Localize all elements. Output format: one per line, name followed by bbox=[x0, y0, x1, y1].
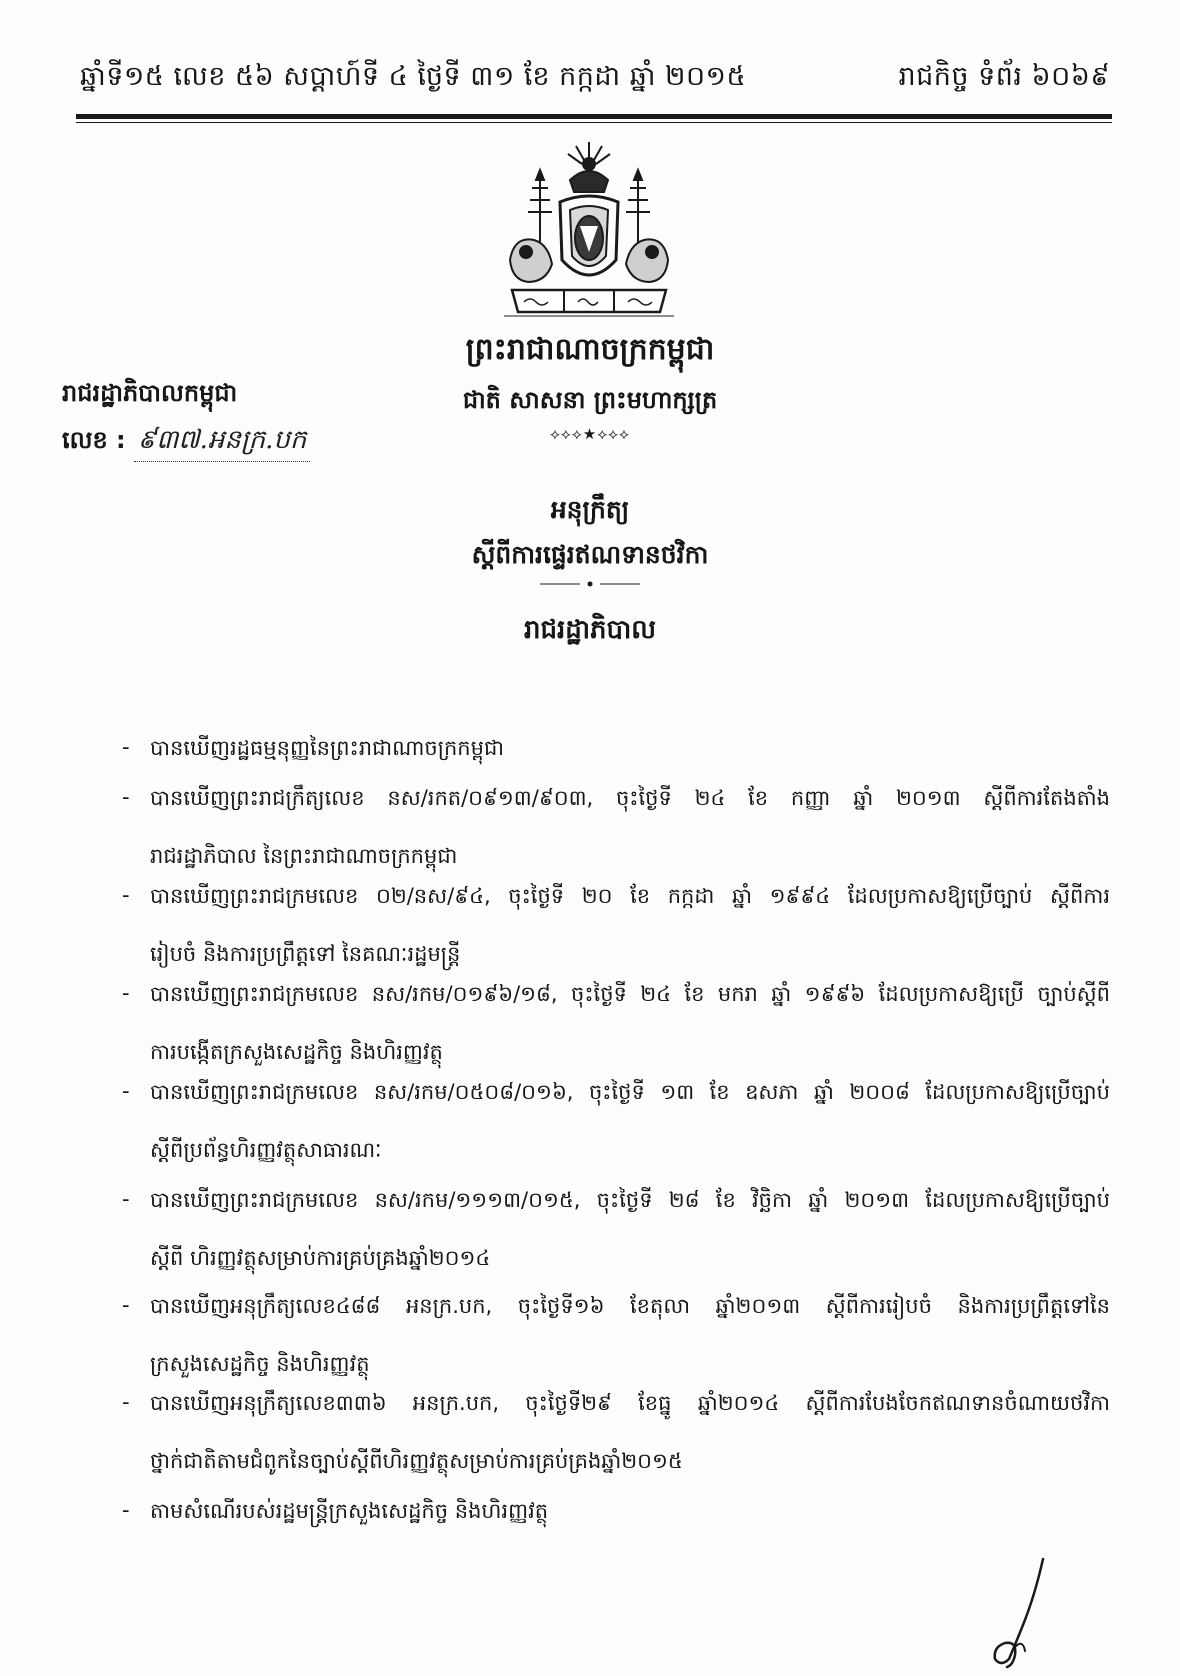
reference-label: លេខ : bbox=[62, 426, 126, 454]
gazette-header bbox=[80, 60, 1110, 99]
reference-line bbox=[62, 423, 310, 462]
issuing-body: រាជរដ្ឋាភិបាលកម្ពុជា bbox=[62, 379, 238, 407]
initial-signature bbox=[985, 1555, 1055, 1670]
recital-line: បានឃើញព្រះរាជក្រឹត្យលេខ នស/រកត/០៩១៣/៩០៣, ចុះថ្ងៃទី ២៤ ខែ កញ្ញា ឆ្នាំ ២០១៣ ស្តីពីការតែងតាំង bbox=[150, 786, 1110, 810]
subject-divider bbox=[540, 580, 640, 588]
recital-bullet: - bbox=[122, 785, 130, 809]
gazette-issue-info: ឆ្នាំទី១៥ លេខ ៥៦ សប្តាហ៍ទី ៤ ថ្ងៃទី ៣១ ខែ កក្កដា ឆ្នាំ ២០១៥ bbox=[80, 61, 747, 92]
recital-line: ស្តីពី ហិរញ្ញវត្ថុសម្រាប់ការគ្រប់គ្រងឆ្នាំ២០១៤ bbox=[150, 1246, 491, 1270]
recital-bullet: - bbox=[122, 1293, 130, 1317]
national-motto: ជាតិ សាសនា ព្រះមហាក្សត្រ bbox=[462, 386, 718, 414]
recital-line: បានឃើញអនុក្រឹត្យលេខ៣៣៦ អនក្រ.បក, ចុះថ្ងៃទី២៩ ខែធ្នូ ឆ្នាំ២០១៤ ស្តីពីការបែងចែកឥណទានចំណាយថវិកា bbox=[150, 1391, 1110, 1415]
recital-line: ថ្នាក់ជាតិតាមជំពូកនៃច្បាប់ស្តីពីហិរញ្ញវត្ថុសម្រាប់ការគ្រប់គ្រងឆ្នាំ២០១៥ bbox=[150, 1449, 683, 1473]
header-rule-thin bbox=[76, 122, 1112, 123]
kingdom-title: ព្រះរាជាណាចក្រកម្ពុជា bbox=[465, 332, 715, 367]
recital-bullet: - bbox=[122, 883, 130, 907]
recital-item bbox=[122, 1390, 1112, 1506]
royal-arms-emblem bbox=[500, 140, 678, 322]
recital-item bbox=[122, 1498, 1112, 1556]
motto-ornament: ⟡⟡⟡★⟡⟡⟡ bbox=[550, 425, 630, 443]
recital-bullet: - bbox=[122, 981, 130, 1005]
recital-bullet: - bbox=[122, 735, 130, 759]
recital-bullet: - bbox=[122, 1187, 130, 1211]
recital-line: បានឃើញព្រះរាជក្រមលេខ នស/រកម/១១១៣/០១៥, ចុះថ្ងៃទី ២៨ ខែ វិច្ឆិកា ឆ្នាំ ២០១៣ ដែលប្រកាសឱ្យប្រើច្បាប់ bbox=[150, 1188, 1110, 1212]
recital-line: ការបង្កើតក្រសួងសេដ្ឋកិច្ច និងហិរញ្ញវត្ថុ bbox=[150, 1040, 443, 1064]
recital-bullet: - bbox=[122, 1498, 130, 1522]
recital-line: ក្រសួងសេដ្ឋកិច្ច និងហិរញ្ញវត្ថុ bbox=[150, 1352, 370, 1376]
recital-line: បានឃើញព្រះរាជក្រមលេខ នស/រកម/០១៩៦/១៨, ចុះថ្ងៃទី ២៤ ខែ មករា ឆ្នាំ ១៩៩៦ ដែលប្រកាសឱ្យប្រើ ច្បាប់ស្តីពី bbox=[150, 982, 1110, 1006]
recital-line: រៀបចំ និងការប្រព្រឹត្តទៅ នៃគណៈរដ្ឋមន្ត្រី bbox=[150, 942, 461, 966]
recital-bullet: - bbox=[122, 1390, 130, 1414]
recital-line: រាជរដ្ឋាភិបាល នៃព្រះរាជាណាចក្រកម្ពុជា bbox=[150, 844, 458, 868]
recital-item bbox=[122, 1187, 1112, 1303]
gazette-page-number: រាជកិច្ច ទំព័រ ៦០៦៩ bbox=[898, 61, 1110, 92]
recital-item bbox=[122, 1079, 1112, 1195]
document-subject: ស្តីពីការផ្ទេរឥណទានថវិកា bbox=[471, 540, 709, 569]
recital-line: ស្តីពីប្រព័ន្ធហិរញ្ញវត្ថុសាធារណៈ bbox=[150, 1138, 382, 1162]
issuing-authority-heading: រាជរដ្ឋាភិបាល bbox=[523, 615, 657, 645]
recital-line: បានឃើញព្រះរាជក្រមលេខ ០២/នស/៩៤, ចុះថ្ងៃទី ២០ ខែ កក្កដា ឆ្នាំ ១៩៩៤ ដែលប្រកាសឱ្យប្រើច្បាប់ ស្តីពីការ bbox=[150, 884, 1110, 908]
header-rule-thick bbox=[76, 114, 1112, 119]
recital-line: តាមសំណើរបស់រដ្ឋមន្ត្រីក្រសួងសេដ្ឋកិច្ច និងហិរញ្ញវត្ថុ bbox=[150, 1499, 549, 1523]
reference-number: ៩៣៧.អនក្រ.បក bbox=[134, 423, 311, 462]
recital-bullet: - bbox=[122, 1079, 130, 1103]
recital-line: បានឃើញអនុក្រឹត្យលេខ៤៨៨ អនក្រ.បក, ចុះថ្ងៃទី១៦ ខែតុលា ឆ្នាំ២០១៣ ស្តីពីការរៀបចំ និងការប្រព្រឹត្តទៅនៃ bbox=[150, 1294, 1110, 1318]
recital-line: បានឃើញរដ្ឋធម្មនុញ្ញនៃព្រះរាជាណាចក្រកម្ពុជា bbox=[150, 736, 504, 760]
document-type: អនុក្រឹត្យ bbox=[550, 495, 630, 524]
recital-line: បានឃើញព្រះរាជក្រមលេខ នស/រកម/០៥០៨/០១៦, ចុះថ្ងៃទី ១៣ ខែ ឧសភា ឆ្នាំ ២០០៨ ដែលប្រកាសឱ្យប្រើច្បាប់ bbox=[150, 1080, 1110, 1104]
